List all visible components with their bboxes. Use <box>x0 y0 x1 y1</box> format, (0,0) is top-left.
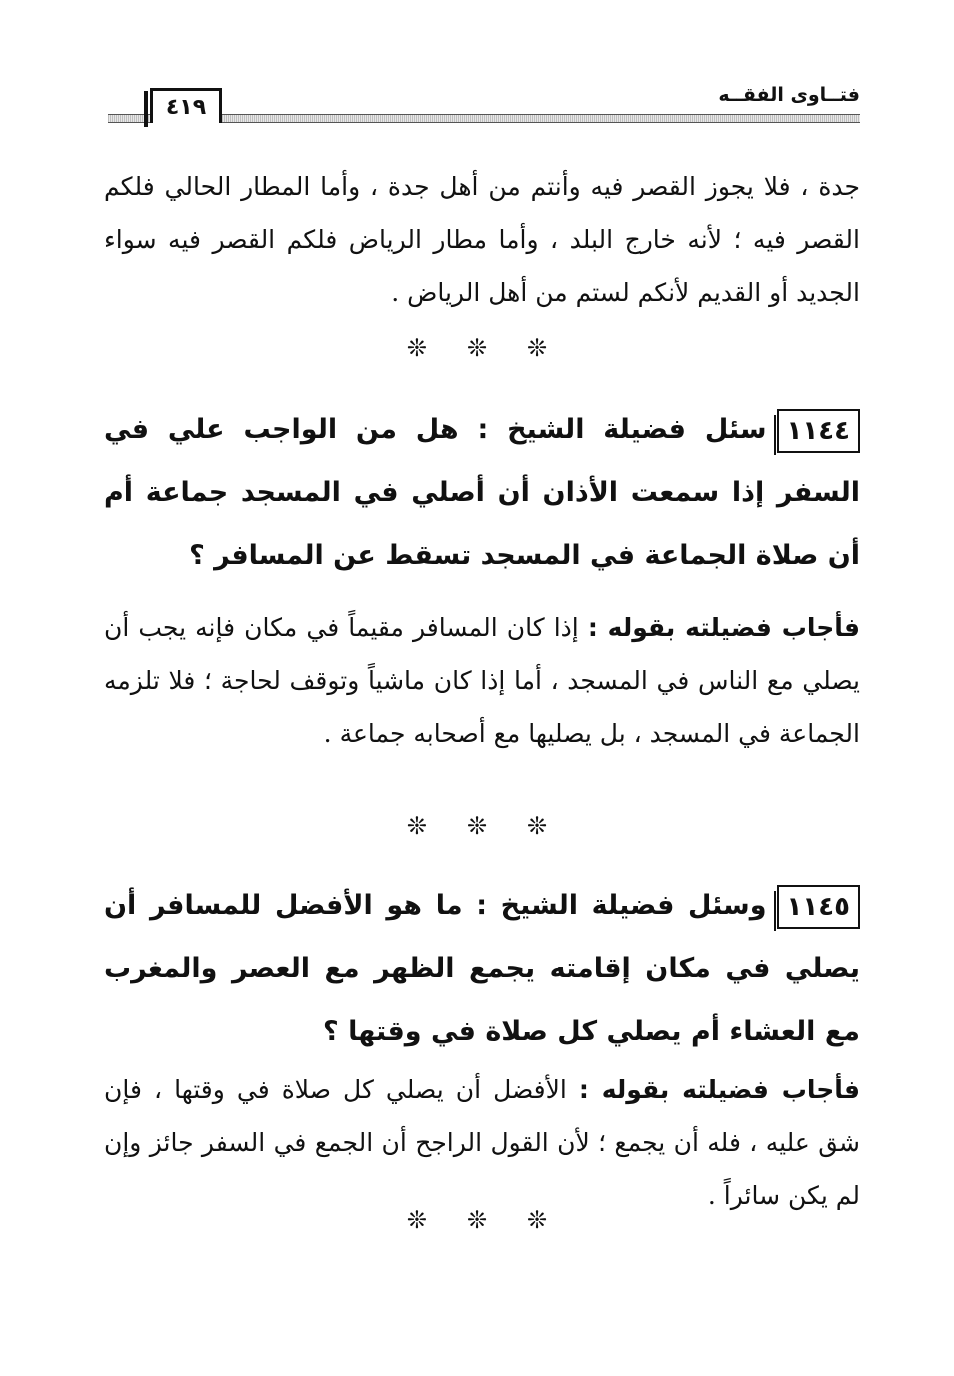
intro-paragraph-block <box>104 160 860 319</box>
separator-star: ❊ <box>466 1206 488 1234</box>
section-separator-3 <box>0 1206 954 1234</box>
separator-star: ❊ <box>527 1206 548 1234</box>
separator-star: ❊ <box>527 334 548 362</box>
answer-lead: فأجاب فضيلته بقوله : <box>578 1075 861 1104</box>
answer-text: الأفضل أن يصلي كل صلاة في وقتها ، فإن شق عليه ، فله أن يجمع ؛ لأن القول الراجح أن الجمع في السفر جائز وإن لم يكن سائراً . <box>104 1075 860 1210</box>
fatwa-question <box>104 874 860 1063</box>
fatwa-1145 <box>104 874 860 1222</box>
section-separator-1 <box>0 334 954 362</box>
separator-star: ❊ <box>406 812 427 840</box>
separator-star: ❊ <box>406 1206 427 1234</box>
separator-star: ❊ <box>406 334 427 362</box>
separator-star: ❊ <box>527 812 548 840</box>
section-separator-2 <box>0 812 954 840</box>
separator-star: ❊ <box>466 812 488 840</box>
fatwa-answer <box>104 601 860 760</box>
answer-text: إذا كان المسافر مقيماً في مكان فإنه يجب أن يصلي مع الناس في المسجد ، أما إذا كان ماشياً وتوقف لحاجة ؛ فلا تلزمه الجماعة في المسجد ، بل يصليها مع أصحابه جماعة . <box>104 613 860 748</box>
question-text: وسئل فضيلة الشيخ : ما هو الأفضل للمسافر أن يصلي في مكان إقامته يجمع الظهر مع العصر والمغرب مع العشاء أم يصلي كل صلاة في وقتها ؟ <box>104 890 860 1047</box>
fatwa-question <box>104 398 860 587</box>
page-number: ٤١٩ <box>150 88 222 123</box>
question-text: سئل فضيلة الشيخ : هل من الواجب علي في السفر إذا سمعت الأذان أن أصلي في المسجد جماعة أم أن صلاة الجماعة في المسجد تسقط عن المسافر ؟ <box>104 414 860 571</box>
fatwa-number: ١١٤٥ <box>777 885 860 929</box>
fatwa-1144 <box>104 398 860 760</box>
intro-paragraph: جدة ، فلا يجوز القصر فيه وأنتم من أهل جدة ، وأما المطار الحالي فلكم القصر فيه ؛ لأنه خارج البلد ، وأما مطار الرياض فلكم القصر فيه سواء الجديد أو القديم لأنكم لستم من أهل الرياض . <box>104 172 860 307</box>
book-title: فتــاوى الفقــه <box>718 84 860 106</box>
fatwa-number: ١١٤٤ <box>777 409 860 453</box>
separator-star: ❊ <box>466 334 488 362</box>
fatwa-answer <box>104 1063 860 1222</box>
answer-lead: فأجاب فضيلته بقوله : <box>587 613 861 642</box>
page-header <box>108 84 860 128</box>
